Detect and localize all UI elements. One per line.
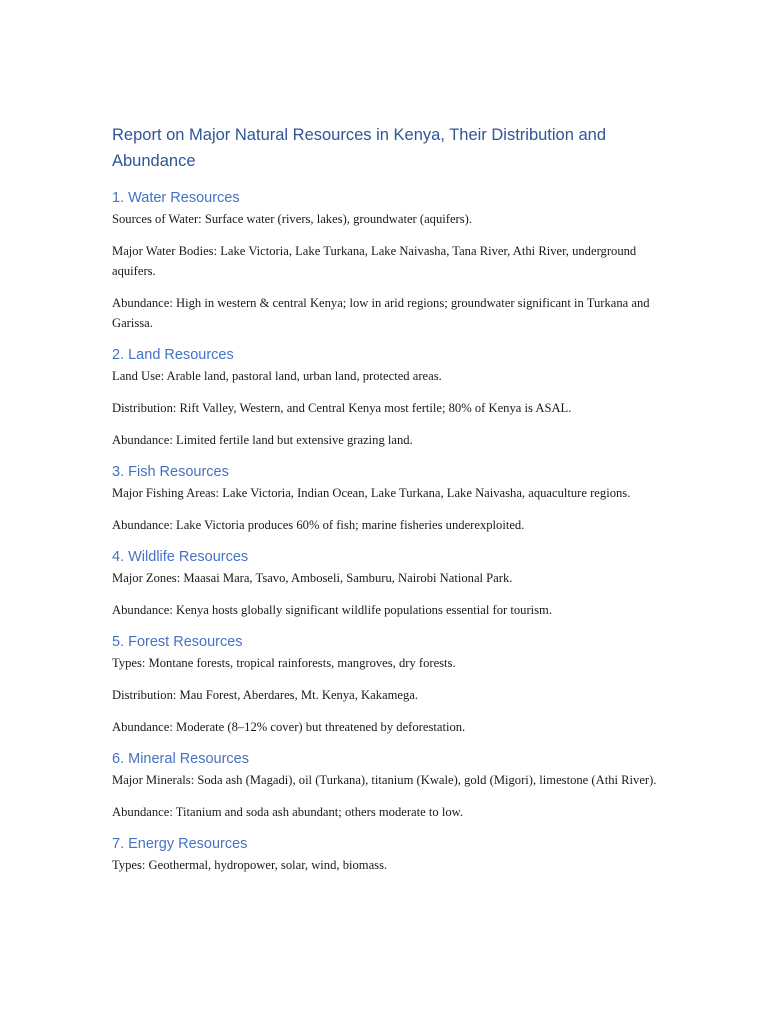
section-energy-resources — [112, 834, 668, 875]
document-title: Report on Major Natural Resources in Kenya, Their Distribution and Abundance — [112, 126, 607, 170]
paragraph: Abundance: High in western & central Kenya; low in arid regions; groundwater significant in Turkana and Garissa. — [112, 296, 650, 330]
section-fish-resources — [112, 462, 668, 535]
paragraph: Distribution: Rift Valley, Western, and Central Kenya most fertile; 80% of Kenya is ASAL. — [112, 401, 572, 415]
paragraph: Land Use: Arable land, pastoral land, urban land, protected areas. — [112, 369, 442, 383]
section-wildlife-resources — [112, 547, 668, 620]
section-heading: 7. Energy Resources — [112, 836, 248, 852]
section-heading: 5. Forest Resources — [112, 634, 243, 650]
paragraph: Major Fishing Areas: Lake Victoria, Indian Ocean, Lake Turkana, Lake Naivasha, aquaculture regions. — [112, 486, 631, 500]
paragraph: Sources of Water: Surface water (rivers, lakes), groundwater (aquifers). — [112, 212, 472, 226]
paragraph: Types: Montane forests, tropical rainforests, mangroves, dry forests. — [112, 656, 456, 670]
section-heading: 3. Fish Resources — [112, 464, 229, 480]
section-heading: 4. Wildlife Resources — [112, 549, 249, 565]
paragraph: Distribution: Mau Forest, Aberdares, Mt. Kenya, Kakamega. — [112, 688, 419, 702]
paragraph: Abundance: Lake Victoria produces 60% of fish; marine fisheries underexploited. — [112, 518, 525, 532]
section-water-resources — [112, 188, 668, 333]
section-heading: 1. Water Resources — [112, 190, 240, 206]
section-land-resources — [112, 345, 668, 450]
section-heading: 2. Land Resources — [112, 347, 234, 363]
paragraph: Abundance: Limited fertile land but extensive grazing land. — [112, 433, 413, 447]
paragraph: Abundance: Moderate (8–12% cover) but threatened by deforestation. — [112, 720, 466, 734]
section-mineral-resources — [112, 749, 668, 822]
section-forest-resources — [112, 632, 668, 737]
document-page — [112, 122, 668, 887]
paragraph: Abundance: Kenya hosts globally significant wildlife populations essential for tourism. — [112, 603, 553, 617]
paragraph: Major Water Bodies: Lake Victoria, Lake Turkana, Lake Naivasha, Tana River, Athi River, underground aquifers. — [112, 244, 637, 278]
paragraph: Abundance: Titanium and soda ash abundant; others moderate to low. — [112, 805, 464, 819]
paragraph: Major Minerals: Soda ash (Magadi), oil (Turkana), titanium (Kwale), gold (Migori), limestone (Athi River). — [112, 773, 657, 787]
section-heading: 6. Mineral Resources — [112, 751, 249, 767]
paragraph: Major Zones: Maasai Mara, Tsavo, Amboseli, Samburu, Nairobi National Park. — [112, 571, 513, 585]
paragraph: Types: Geothermal, hydropower, solar, wind, biomass. — [112, 858, 388, 872]
